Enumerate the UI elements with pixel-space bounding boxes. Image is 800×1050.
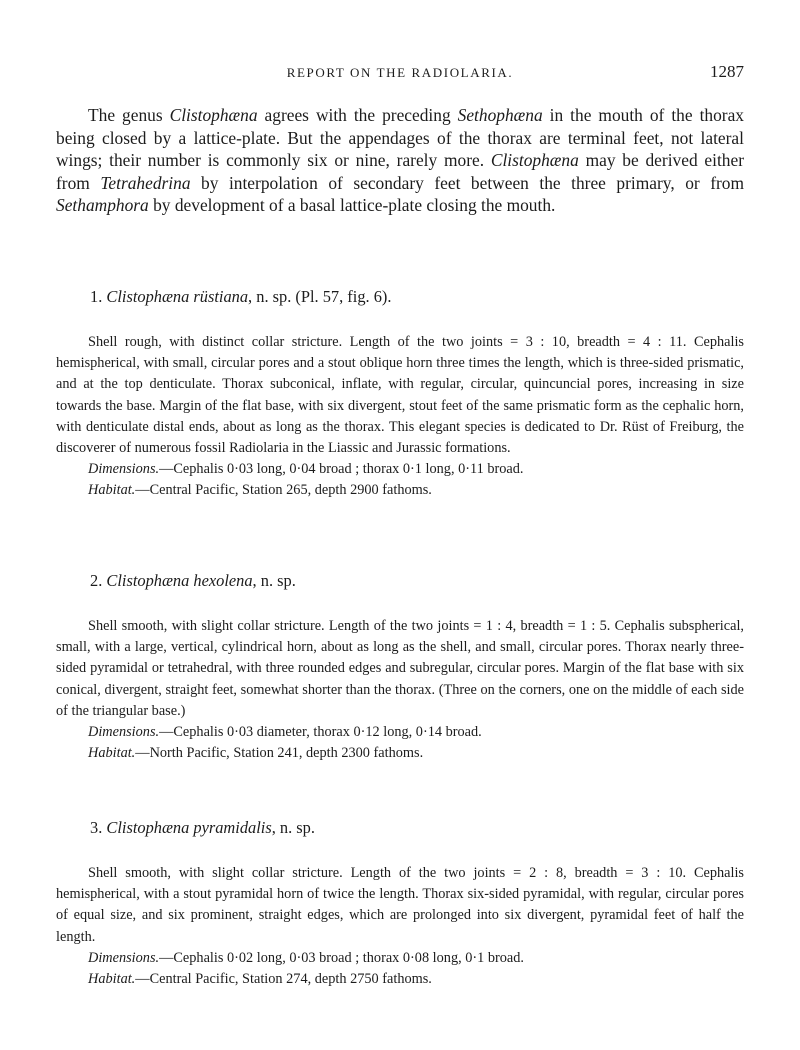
dimensions-value: —Cephalis 0·02 long, 0·03 broad ; thorax 0·08 long, 0·1 broad. [159, 949, 524, 966]
species-dimensions [88, 459, 744, 480]
dimensions-value: —Cephalis 0·03 long, 0·04 broad ; thorax 0·1 long, 0·11 broad. [159, 461, 524, 478]
species-suffix: , n. sp. (Pl. 57, fig. 6). [248, 287, 392, 306]
intro-text: by development of a basal lattice-plate closing the mouth. [148, 195, 556, 216]
species-suffix: , n. sp. [271, 818, 315, 837]
species-name: Clistophæna hexolena [106, 571, 253, 590]
intro-text: by interpolation of secondary feet between the three primary, or from [190, 172, 744, 193]
dimensions-label: Dimensions. [88, 949, 160, 966]
dimensions-label: Dimensions. [88, 724, 160, 741]
species-entry [56, 286, 744, 502]
genus-name: Clistophæna [169, 105, 258, 125]
habitat-value: —North Pacific, Station 241, depth 2300 fathoms. [135, 745, 424, 762]
species-description: Shell smooth, with slight collar stricture. Length of the two joints = 2 : 8, breadth = 3 : 10. Cephalis hemispherical, with a stout pyramidal horn of twice the length. Thorax six-sided pyramidal, with regular, circular pores of equal size, and six prominent, straight edges, which are prolonged into six divergent, pyramidal feet of half the length. [56, 865, 744, 945]
running-title: REPORT ON THE RADIOLARIA. [286, 65, 514, 80]
running-head [0, 62, 800, 86]
habitat-label: Habitat. [88, 745, 136, 762]
genus-name: Sethamphora [56, 195, 149, 216]
species-heading [90, 286, 744, 308]
species-name: Clistophæna rüstiana [106, 287, 249, 306]
species-name: Clistophæna pyramidalis [106, 818, 272, 837]
habitat-label: Habitat. [88, 971, 136, 988]
species-habitat [88, 480, 744, 501]
intro-text: may be derived either from [56, 150, 744, 193]
species-description: Shell rough, with distinct collar stricture. Length of the two joints = 3 : 10, breadth = 4 : 11. Cephalis hemispherical, with small, circular pores and a stout oblique horn three times the length, which is three-sided prismatic, and at the top denticulate. Thorax subconical, inflate, with regular, circular, quincuncial pores, increasing in size towards the base. Margin of the flat base, with six divergent, stout feet of the same prismatic form as the cephalic horn, with denticulate distal ends, about as long as the thorax. This elegant species is dedicated to Dr. Rüst of Freiburg, the discoverer of numerous fossil Radiolaria in the Liassic and Jurassic formations. [56, 334, 744, 457]
dimensions-value: —Cephalis 0·03 diameter, thorax 0·12 long, 0·14 broad. [159, 724, 482, 741]
species-dimensions [88, 722, 744, 743]
habitat-value: —Central Pacific, Station 274, depth 2750 fathoms. [135, 971, 432, 988]
genus-name: Sethophæna [457, 105, 543, 125]
species-description: Shell smooth, with slight collar stricture. Length of the two joints = 1 : 4, breadth = 1 : 5. Cephalis subspherical, small, with a large, vertical, cylindrical horn, about as long as the shell, and small, circular pores. Thorax nearly three-sided pyramidal or tetrahedral, with three rounded edges and subregular, circular pores. Margin of the flat base with six conical, divergent, straight feet, somewhat shorter than the thorax. (Three on the corners, one on the middle of each side of the triangular base.) [56, 618, 744, 719]
intro-text: agrees with the preceding [257, 105, 458, 125]
habitat-value: —Central Pacific, Station 265, depth 2900 fathoms. [135, 482, 432, 499]
species-entry [56, 817, 744, 990]
dimensions-label: Dimensions. [88, 461, 160, 478]
genus-name: Clistophæna [490, 150, 579, 171]
species-habitat [88, 969, 744, 990]
species-heading [90, 570, 744, 592]
intro-text: The genus [88, 105, 170, 125]
species-number: 1. [90, 287, 103, 306]
intro-paragraph [56, 104, 744, 217]
habitat-label: Habitat. [88, 482, 136, 499]
species-suffix: , n. sp. [252, 571, 296, 590]
intro-text: in the mouth of the thorax being closed by a lattice-plate. But the appendages of the thorax are terminal feet, not lateral wings; their number is commonly six or nine, rarely more. [56, 105, 744, 171]
species-number: 2. [90, 571, 103, 590]
genus-name: Tetrahedrina [100, 172, 191, 193]
species-number: 3. [90, 818, 103, 837]
species-entry [56, 570, 744, 764]
species-dimensions [88, 948, 744, 969]
species-habitat [88, 743, 744, 764]
page-number: 1287 [710, 62, 744, 81]
species-heading [90, 817, 744, 839]
body-text [56, 104, 744, 988]
